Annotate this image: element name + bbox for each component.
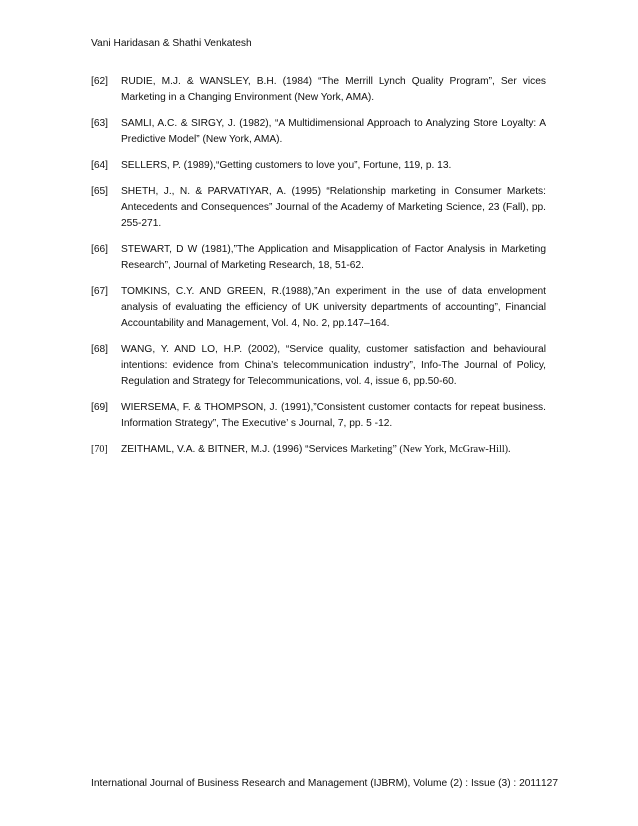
reference-number: [65] (91, 186, 108, 197)
reference-item (91, 400, 546, 432)
reference-item (91, 442, 546, 458)
reference-number: [70] (91, 444, 108, 455)
reference-item (91, 74, 546, 106)
reference-item (91, 184, 546, 232)
reference-number: [68] (91, 344, 108, 355)
reference-number: [62] (91, 76, 108, 87)
reference-text: WANG, Y. AND LO, H.P. (2002), “Service quality, customer satisfaction and behavioural intentions: evidence from China’s telecommunication industry”, Info-The Journal of Policy, Regulation and Strategy for Telecommunications, vol. 4, issue 6, pp.50-60. (121, 344, 546, 387)
page-number: 127 (540, 778, 558, 789)
footer-journal-citation: International Journal of Business Research and Management (IJBRM), Volume (2) : Issue (3) : 2011 (91, 778, 541, 789)
reference-text (121, 442, 546, 458)
reference-text: SHETH, J., N. & PARVATIYAR, A. (1995) “Relationship marketing in Consumer Markets: Antecedents and Consequences” Journal of the Academy of Marketing Science, 23 (Fall), pp. 255-271. (121, 186, 546, 229)
reference-number: [63] (91, 118, 108, 129)
reference-text-part: ZEITHAML, V.A. & BITNER, M.J. (1996) “Services M (121, 444, 359, 455)
running-header-authors: Vani Haridasan & Shathi Venkatesh (91, 38, 252, 49)
reference-item (91, 342, 546, 390)
reference-number: [66] (91, 244, 108, 255)
reference-text-serif-part: arketing” (New York, McGraw-Hill). (358, 444, 511, 455)
reference-list (91, 74, 546, 468)
reference-item (91, 284, 546, 332)
reference-text: SAMLI, A.C. & SIRGY, J. (1982), “A Multidimensional Approach to Analyzing Store Loyalty: A Predictive Model” (New York, AMA). (121, 118, 546, 145)
reference-item (91, 116, 546, 148)
reference-text: STEWART, D W (1981),”The Application and Misapplication of Factor Analysis in Marketing Research”, Journal of Marketing Research, 18, 51-62. (121, 244, 546, 271)
reference-number: [67] (91, 286, 108, 297)
reference-item (91, 158, 546, 174)
reference-number: [69] (91, 402, 108, 413)
reference-number: [64] (91, 160, 108, 171)
reference-item (91, 242, 546, 274)
reference-text: WIERSEMA, F. & THOMPSON, J. (1991),”Consistent customer contacts for repeat business. Information Strategy”, The Executive’ s Journal, 7, pp. 5 -12. (121, 402, 546, 429)
reference-text: RUDIE, M.J. & WANSLEY, B.H. (1984) “The Merrill Lynch Quality Program”, Ser vices Marketing in a Changing Environment (New York, AMA). (121, 76, 546, 103)
running-footer (91, 778, 558, 790)
reference-text: SELLERS, P. (1989),“Getting customers to love you”, Fortune, 119, p. 13. (121, 160, 452, 171)
reference-text: TOMKINS, C.Y. AND GREEN, R.(1988),”An experiment in the use of data envelopment analysis of evaluating the efficiency of UK university departments of accounting”, Financial Accountability and Management, Vol. 4, No. 2, pp.147–164. (121, 286, 546, 329)
